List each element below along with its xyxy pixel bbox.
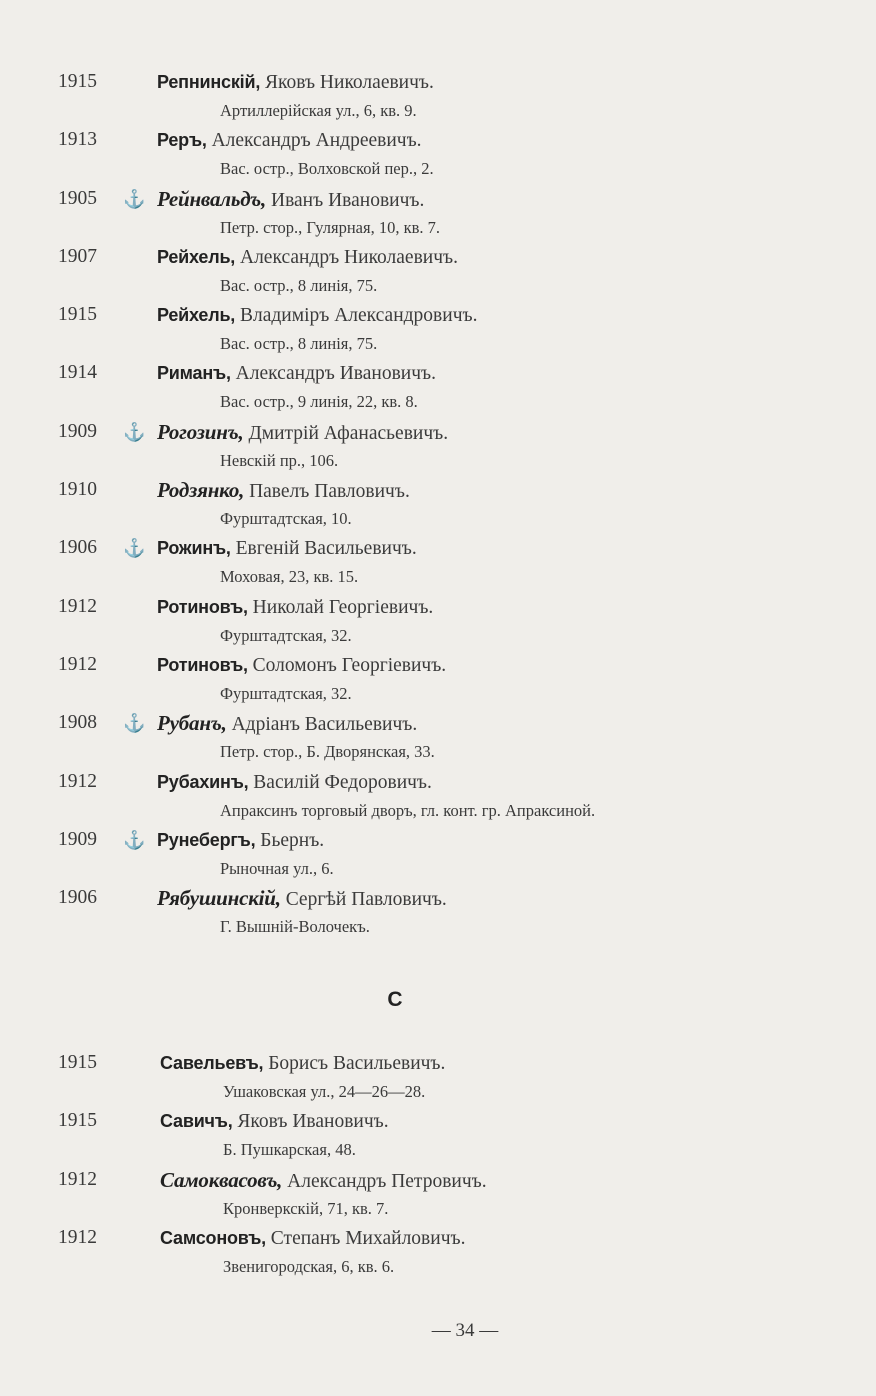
list-item xyxy=(0,125,876,183)
entries-s-list xyxy=(0,1048,876,1281)
member-year: 1910 xyxy=(58,479,97,501)
member-year: 1908 xyxy=(58,712,97,734)
given-name: Яковъ Николаевичъ. xyxy=(265,72,434,93)
member-name xyxy=(157,708,417,740)
list-item xyxy=(0,592,876,650)
surname: Самоквасовъ, xyxy=(160,1167,283,1192)
surname: Рябушинскій, xyxy=(157,886,281,911)
surname: Ротиновъ, xyxy=(157,596,248,617)
member-year: 1915 xyxy=(58,71,97,92)
member-name xyxy=(160,1223,465,1254)
member-year: 1912 xyxy=(58,653,97,675)
address: Апраксинъ торговый дворъ, гл. конт. гр. Апраксиной. xyxy=(220,800,596,820)
list-item xyxy=(0,242,876,300)
surname: Самсоновъ, xyxy=(160,1227,266,1248)
member-name xyxy=(160,1048,445,1079)
member-name xyxy=(157,533,417,564)
list-item xyxy=(0,358,876,416)
address: Моховая, 23, кв. 15. xyxy=(220,567,359,587)
member-name xyxy=(160,1165,487,1197)
address: Вас. остр., 9 линія, 22, кв. 8. xyxy=(220,392,418,412)
member-year: 1906 xyxy=(58,887,97,909)
surname: Реръ, xyxy=(157,130,207,151)
list-item xyxy=(0,650,876,708)
address: Фурштадтская, 32. xyxy=(220,683,352,703)
surname: Рейхель, xyxy=(157,246,236,267)
given-name: Александръ Петровичъ. xyxy=(287,1170,487,1192)
member-name xyxy=(157,825,324,856)
member-year: 1913 xyxy=(58,129,97,151)
list-item xyxy=(0,417,876,475)
address: Вас. остр., Волховской пер., 2. xyxy=(220,159,434,179)
member-name xyxy=(157,67,434,98)
address: Фурштадтская, 32. xyxy=(220,625,352,645)
address: Ушаковская ул., 24—26—28. xyxy=(223,1082,426,1101)
given-name: Дмитрій Афанасьевичъ. xyxy=(248,422,449,444)
list-item xyxy=(0,67,876,125)
member-name xyxy=(157,358,436,389)
surname: Ротиновъ, xyxy=(157,654,248,675)
surname: Рогозинъ, xyxy=(157,419,244,444)
given-name: Адріанъ Васильевичъ. xyxy=(231,714,418,736)
surname: Савичъ, xyxy=(160,1111,233,1132)
address: Петр. стор., Б. Дворянская, 33. xyxy=(220,742,435,762)
given-name: Николай Георгіевичъ. xyxy=(252,596,434,618)
member-year: 1905 xyxy=(58,187,97,209)
member-year: 1909 xyxy=(58,420,97,442)
address: Артиллерійская ул., 6, кв. 9. xyxy=(220,101,417,120)
list-item xyxy=(0,883,876,941)
given-name: Александръ Андреевичъ. xyxy=(211,130,422,152)
member-name xyxy=(160,1106,389,1137)
list-item xyxy=(0,300,876,358)
given-name: Евгеній Васильевичъ. xyxy=(235,538,417,560)
given-name: Степанъ Михайловичъ. xyxy=(270,1227,466,1249)
surname: Рунебергъ, xyxy=(157,829,256,850)
member-name xyxy=(157,650,446,681)
address: Вас. остр., 8 линія, 75. xyxy=(220,334,378,354)
anchor-icon: ⚓ xyxy=(123,421,146,442)
member-name xyxy=(157,767,432,798)
address: Кронверкскій, 71, кв. 7. xyxy=(223,1198,389,1218)
entries-r-list xyxy=(0,67,876,941)
address: Г. Вышній-Волочекъ. xyxy=(220,917,370,937)
address: Петр. стор., Гулярная, 10, кв. 7. xyxy=(220,217,441,237)
member-name xyxy=(157,125,422,156)
surname: Репнинскій, xyxy=(157,72,261,92)
address: Б. Пушкарская, 48. xyxy=(223,1140,356,1160)
member-year: 1915 xyxy=(58,1110,97,1132)
given-name: Павелъ Павловичъ. xyxy=(249,481,410,503)
section-heading: С xyxy=(387,988,403,1011)
list-item xyxy=(0,1048,876,1106)
member-year: 1914 xyxy=(58,362,97,384)
address: Невскій пр., 106. xyxy=(220,450,339,470)
member-year: 1906 xyxy=(58,537,97,559)
list-item xyxy=(0,1106,876,1164)
surname: Рубахинъ, xyxy=(157,771,249,792)
anchor-icon: ⚓ xyxy=(123,713,146,734)
given-name: Борисъ Васильевичъ. xyxy=(268,1053,446,1074)
member-year: 1915 xyxy=(58,304,97,326)
surname: Рожинъ, xyxy=(157,538,231,559)
page-number: — 34 — xyxy=(431,1320,499,1341)
member-name xyxy=(157,242,458,273)
list-item xyxy=(0,1223,876,1281)
address: Рыночная ул., 6. xyxy=(220,858,334,878)
member-name xyxy=(157,883,447,915)
address: Вас. остр., 8 линія, 75. xyxy=(220,275,378,295)
given-name: Бьернъ. xyxy=(260,829,325,851)
given-name: Владиміръ Александровичъ. xyxy=(239,305,478,327)
list-item xyxy=(0,708,876,766)
surname: Рейхель, xyxy=(157,305,236,326)
surname: Рубанъ, xyxy=(157,711,227,736)
given-name: Соломонъ Георгіевичъ. xyxy=(252,654,447,676)
list-item xyxy=(0,533,876,591)
list-item xyxy=(0,825,876,883)
address: Фурштадтская, 10. xyxy=(220,509,352,529)
surname: Родзянко, xyxy=(157,478,245,503)
address: Звенигородская, 6, кв. 6. xyxy=(223,1256,395,1276)
member-year: 1912 xyxy=(58,1168,97,1190)
surname: Риманъ, xyxy=(157,363,231,384)
member-year: 1915 xyxy=(58,1052,97,1073)
given-name: Александръ Ивановичъ. xyxy=(235,363,436,385)
given-name: Сергѣй Павловичъ. xyxy=(285,889,447,911)
member-name xyxy=(157,300,477,331)
list-item xyxy=(0,184,876,242)
surname: Рейнвальдъ, xyxy=(157,186,267,211)
member-name xyxy=(157,417,448,449)
given-name: Иванъ Ивановичъ. xyxy=(270,189,425,211)
anchor-icon: ⚓ xyxy=(123,188,146,209)
given-name: Василій Федоровичъ. xyxy=(253,771,432,793)
anchor-icon: ⚓ xyxy=(123,538,146,559)
given-name: Александръ Николаевичъ. xyxy=(239,246,458,268)
surname: Савельевъ, xyxy=(160,1053,264,1073)
anchor-icon: ⚓ xyxy=(123,829,146,850)
member-name xyxy=(157,592,433,623)
list-item xyxy=(0,475,876,533)
member-name xyxy=(157,475,410,507)
member-year: 1909 xyxy=(58,828,97,850)
member-year: 1912 xyxy=(58,1226,97,1248)
member-year: 1912 xyxy=(58,595,97,617)
given-name: Яковъ Ивановичъ. xyxy=(237,1111,389,1133)
member-name xyxy=(157,184,424,216)
list-item xyxy=(0,1165,876,1223)
member-year: 1907 xyxy=(58,245,97,267)
member-year: 1912 xyxy=(58,770,97,792)
list-item xyxy=(0,767,876,825)
